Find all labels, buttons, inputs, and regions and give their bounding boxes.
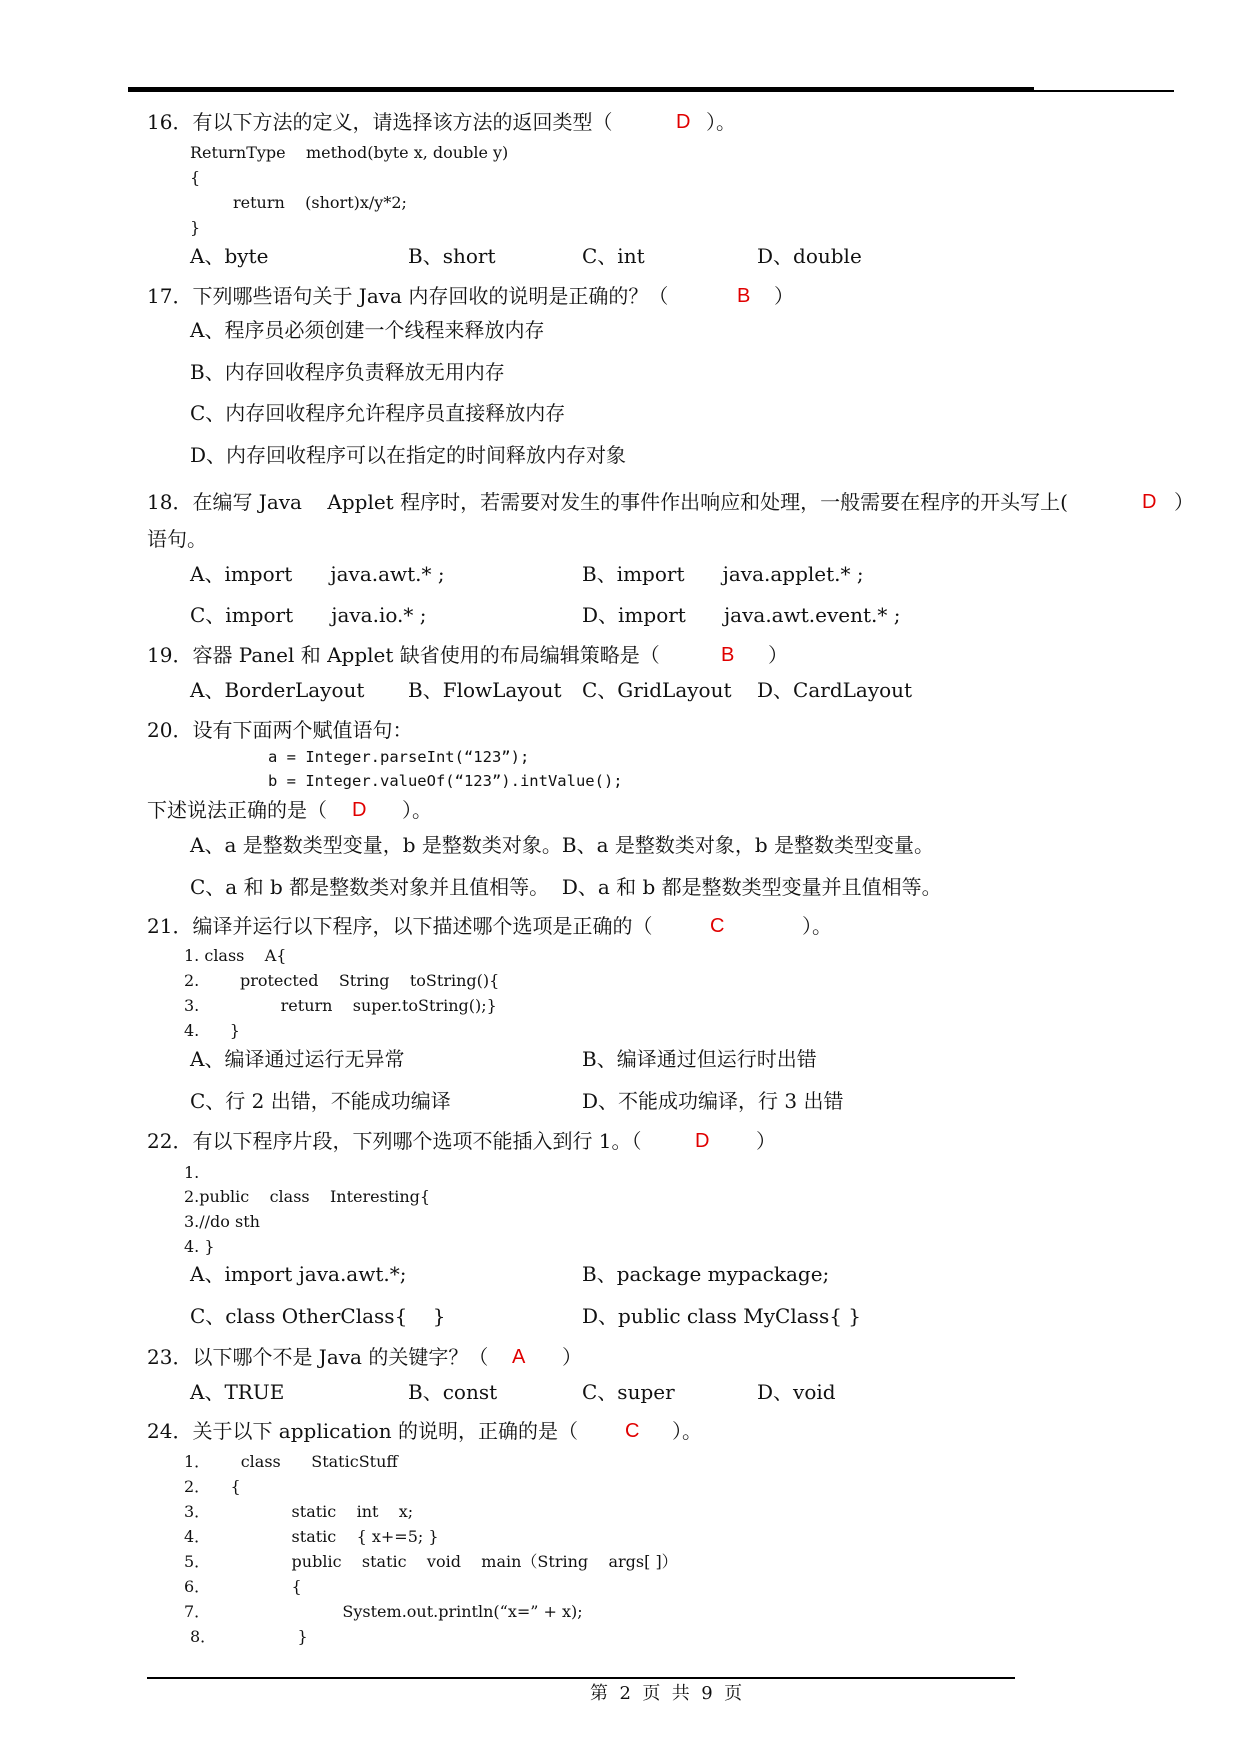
q22-option-d: D、public class MyClass{ } <box>582 1304 862 1328</box>
question-24-answer: C <box>625 1420 640 1442</box>
q21-code-line: 1. class A{ <box>184 946 287 965</box>
q18-option-d: D、import java.awt.event.* ; <box>582 603 901 627</box>
question-19-answer: B <box>721 644 735 666</box>
q24-code-line: 3． static int x; <box>184 1502 414 1521</box>
q20-code-line: b = Integer.valueOf(“123”).intValue(); <box>268 772 623 790</box>
q22-option-b: B、package mypackage; <box>582 1262 830 1286</box>
question-16-answer: D <box>676 111 691 133</box>
question-18-close: ） <box>1174 490 1194 514</box>
q20-code-line: a = Integer.parseInt(“123”); <box>268 748 530 766</box>
q21-code-line: 3. return super.toString();} <box>184 996 497 1015</box>
question-24-stem: 24．关于以下 application 的说明，正确的是（ <box>147 1419 578 1443</box>
q19-option-c: C、GridLayout <box>582 678 732 702</box>
q17-option-c: C、内存回收程序允许程序员直接释放内存 <box>190 401 566 425</box>
q16-option-b: B、short <box>408 244 496 268</box>
question-17-stem: 17．下列哪些语句关于 Java 内存回收的说明是正确的？（ <box>147 284 669 308</box>
q22-code-line: 2.public class Interesting{ <box>184 1187 431 1206</box>
q22-code-line: 3.//do sth <box>184 1212 260 1231</box>
q23-option-d: D、void <box>757 1380 836 1404</box>
q23-option-c: C、super <box>582 1380 675 1404</box>
question-16-stem: 16．有以下方法的定义，请选择该方法的返回类型（ <box>147 110 613 134</box>
q17-option-a: A、程序员必须创建一个线程来释放内存 <box>190 318 545 342</box>
question-20-answer: D <box>352 799 367 821</box>
question-23-stem: 23．以下哪个不是 Java 的关键字？（ <box>147 1345 489 1369</box>
q16-code-line: return (short)x/y*2; <box>233 193 407 212</box>
q17-option-b: B、内存回收程序负责释放无用内存 <box>190 360 505 384</box>
q24-code-line: 2． { <box>184 1477 241 1496</box>
question-17-answer: B <box>737 285 751 307</box>
q16-code-line: { <box>190 168 201 187</box>
q21-option-b: B、编译通过但运行时出错 <box>582 1047 817 1071</box>
question-19-stem: 19．容器 Panel 和 Applet 缺省使用的布局编辑策略是（ <box>147 643 660 667</box>
question-20-stem: 20．设有下面两个赋值语句： <box>147 718 413 742</box>
q18-option-a: A、import java.awt.* ; <box>190 562 445 586</box>
q22-code-line: 1. <box>184 1163 200 1182</box>
q19-option-a: A、BorderLayout <box>190 678 365 702</box>
q18-option-b: B、import java.applet.* ; <box>582 562 864 586</box>
header-rule-thick <box>128 87 1034 92</box>
question-18-stem-continued: 语句。 <box>147 527 207 551</box>
q24-code-line: 7． System.out.println(“x=” + x); <box>184 1602 583 1621</box>
q24-code-line: 4． static { x+=5; } <box>184 1527 439 1546</box>
q21-option-c: C、行 2 出错，不能成功编译 <box>190 1089 451 1113</box>
q23-option-a: A、TRUE <box>190 1380 285 1404</box>
page-number: 第 2 页 共 9 页 <box>590 1683 743 1704</box>
question-24-close: ）。 <box>672 1419 702 1443</box>
question-22-stem: 22．有以下程序片段，下列哪个选项不能插入到行 1。（ <box>147 1129 642 1153</box>
q20-options-ab: A、a 是整数类型变量，b 是整数类对象。B、a 是整数类对象，b 是整数类型变量。 <box>190 833 935 857</box>
question-21-answer: C <box>710 915 725 937</box>
q16-code-line: } <box>190 218 201 237</box>
q24-code-line: 5． public static void main（String args[ ]） <box>184 1552 678 1571</box>
question-17-close: ） <box>774 284 794 308</box>
question-16-close: ）。 <box>706 110 736 134</box>
q24-code-line: 6． { <box>184 1577 302 1596</box>
q24-code-line: 1． class StaticStuff <box>184 1452 398 1471</box>
question-21-stem: 21．编译并运行以下程序，以下描述哪个选项是正确的（ <box>147 914 653 938</box>
header-rule-thin <box>1034 90 1174 92</box>
question-18-answer: D <box>1142 491 1157 513</box>
footer-rule <box>147 1677 1015 1679</box>
q17-option-d: D、内存回收程序可以在指定的时间释放内存对象 <box>190 443 627 467</box>
q22-option-c: C、class OtherClass{ } <box>190 1304 446 1328</box>
q24-code-line: 8． } <box>190 1627 308 1646</box>
question-20-stem-continued: 下述说法正确的是（ <box>147 798 327 822</box>
q19-option-d: D、CardLayout <box>757 678 913 702</box>
question-23-close: ） <box>562 1345 582 1369</box>
question-22-answer: D <box>695 1130 710 1152</box>
question-19-close: ） <box>768 643 788 667</box>
question-18-stem: 18．在编写 Java Applet 程序时，若需要对发生的事件作出响应和处理，一般需要在程序的开头写上( <box>147 490 1068 514</box>
q16-option-c: C、int <box>582 244 645 268</box>
q19-option-b: B、FlowLayout <box>408 678 562 702</box>
q21-code-line: 2. protected String toString(){ <box>184 971 500 990</box>
q22-option-a: A、import java.awt.*; <box>190 1262 407 1286</box>
q21-option-a: A、编译通过运行无异常 <box>190 1047 405 1071</box>
q23-option-b: B、const <box>408 1380 498 1404</box>
q21-option-d: D、不能成功编译，行 3 出错 <box>582 1089 844 1113</box>
q16-option-d: D、double <box>757 244 862 268</box>
q21-code-line: 4. } <box>184 1021 240 1040</box>
question-23-answer: A <box>512 1346 526 1368</box>
question-21-close: ）。 <box>802 914 832 938</box>
q20-options-cd: C、a 和 b 都是整数类对象并且值相等。 D、a 和 b 都是整数类型变量并且值相等。 <box>190 875 942 899</box>
q18-option-c: C、import java.io.* ; <box>190 603 427 627</box>
q16-option-a: A、byte <box>190 244 269 268</box>
question-22-close: ） <box>756 1129 776 1153</box>
q16-code-line: ReturnType method(byte x, double y) <box>190 143 509 162</box>
q22-code-line: 4. } <box>184 1237 215 1256</box>
question-20-close: ）。 <box>402 798 432 822</box>
